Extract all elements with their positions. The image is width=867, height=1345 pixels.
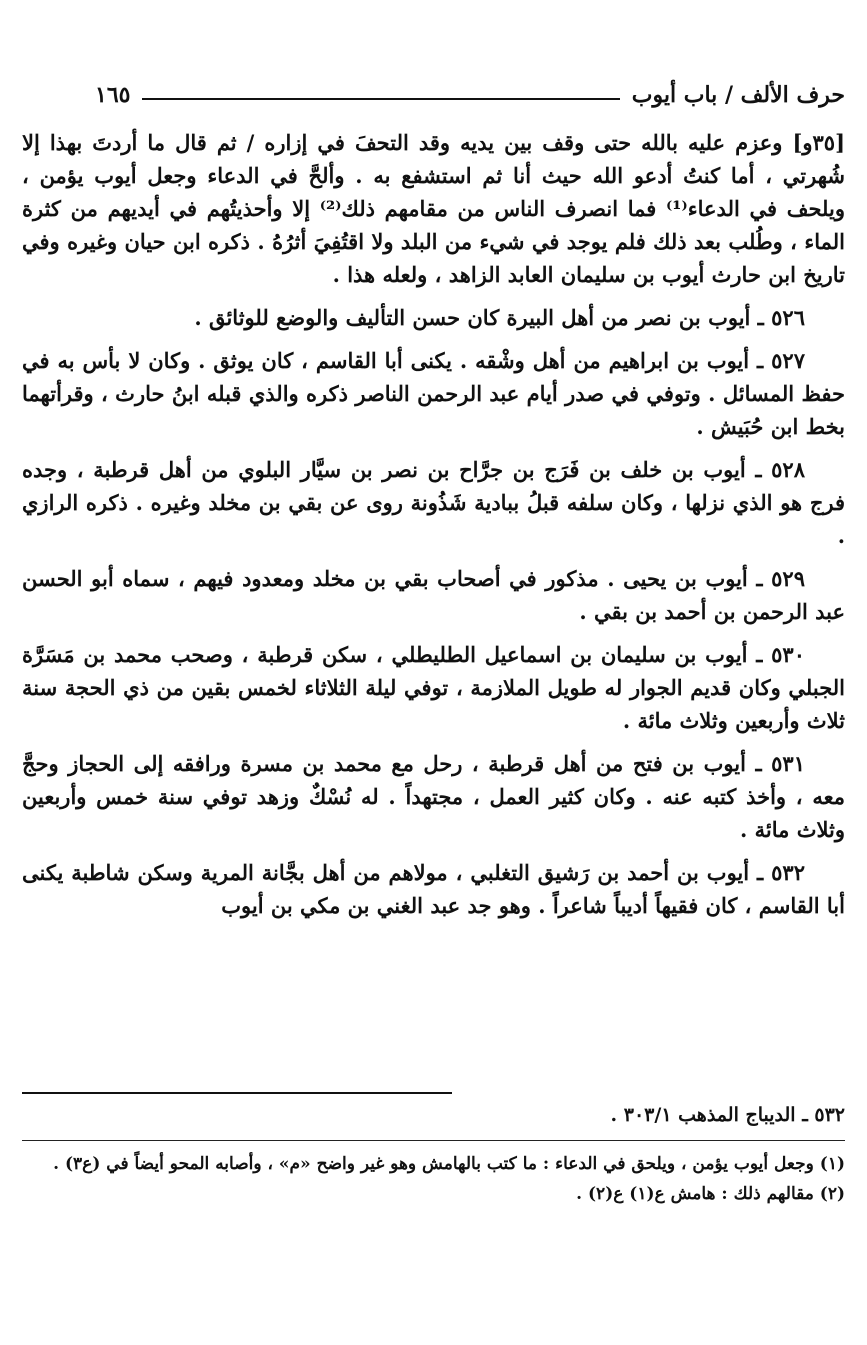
entry-532: ٥٣٢ ـ أيوب بن أحمد بن رَشيق التغلبي ، مولاهم من أهل بجَّانة المرية وسكن شاطبة يكنى أبا القاسم ، كان فقيهاً أديباً شاعراً . وهو جد عبد الغني بن مكي بن أيوب	[22, 860, 845, 918]
reference-divider	[22, 1092, 452, 1094]
running-header	[95, 72, 845, 108]
header-title: حرف الألف / باب أيوب	[631, 82, 845, 108]
header-rule	[142, 98, 619, 100]
margin-folio-marker: [٣٥و]	[792, 130, 846, 155]
footnote-2: (٢) مقالهم ذلك : هامش ع(١) ع(٢) .	[576, 1184, 845, 1204]
entry-527: ٥٢٧ ـ أيوب بن ابراهيم من أهل وشْقه . يكنى أبا القاسم ، كان يوثق . وكان لا بأس به في حفظ المسائل . وتوفي في صدر أيام عبد الرحمن الناصر ذكره والذي قبله ابنُ حارث ، وقرأتهما بخط ابن حُبَيش .	[22, 348, 845, 439]
paragraph-continuation-text: وعزم عليه بالله حتى وقف بين يديه وقد التحفَ في إزاره / ثم قال ما أردتَ بهذا إلا شُهرتي ، أما كنتُ أدعو الله حيث أنا ثم استشفع به . وألحَّ في الدعاء وجعل أيوب يؤمن ، ويلحف في الدعاء⁽¹⁾ فما انصرف الناس من مقامهم ذلك⁽²⁾ إلا وأحذيتُهم في أيديهم من كثرة الماء ، وطُلب بعد ذلك فلم يوجد في شيء من البلد ولا اقتُفِيَ أثرُهُ . ذكره ابن حيان وغيره وفي تاريخ ابن حارث أيوب بن سليمان العابد الزاهد ، ولعله هذا .	[22, 130, 845, 287]
footnotes	[22, 1150, 845, 1210]
body-text	[22, 126, 845, 932]
entry-526: ٥٢٦ ـ أيوب بن نصر من أهل البيرة كان حسن التأليف والوضع للوثائق .	[194, 305, 805, 330]
entry-528: ٥٢٨ ـ أيوب بن خلف بن فَرَج بن جرَّاح بن نصر بن سيَّار البلوي من أهل قرطبة ، وجده فرج هو الذي نزلها ، وكان سلفه قبلُ ببادية شَذُونة روى عن بقي بن مخلد وغيره . ذكره الرازي .	[22, 457, 845, 548]
footnote-1: (١) وجعل أيوب يؤمن ، ويلحق في الدعاء : ما كتب بالهامش وهو غير واضح «م» ، وأصابه المحو أيضاً في (ع٣) .	[53, 1154, 845, 1174]
entry-531: ٥٣١ ـ أيوب بن فتح من أهل قرطبة ، رحل مع محمد بن مسرة ورافقه إلى الحجاز وحجَّ معه ، وأخذ كتبه عنه . وكان كثير العمل ، مجتهداً . له نُسْكٌ وزهد توفي سنة خمس وأربعين وثلاث مائة .	[22, 751, 845, 842]
reference-note: ٥٣٢ ـ الديباج المذهب ٣٠٣/١ .	[610, 1104, 845, 1126]
entry-530: ٥٣٠ ـ أيوب بن سليمان بن اسماعيل الطليطلي ، سكن قرطبة ، وصحب محمد بن مَسَرَّة الجبلي وكان قديم الجوار له طويل الملازمة ، توفي ليلة الثلاثاء لخمس بقين من ذي الحجة سنة ثلاث وأربعين وثلاث مائة .	[22, 642, 845, 733]
entry-529: ٥٢٩ ـ أيوب بن يحيى . مذكور في أصحاب بقي بن مخلد ومعدود فيهم ، سماه أبو الحسن عبد الرحمن بن أحمد بن بقي .	[22, 566, 845, 624]
footnote-divider	[22, 1140, 845, 1141]
paragraph-continuation	[22, 126, 845, 291]
page-number: ١٦٥	[95, 82, 131, 108]
